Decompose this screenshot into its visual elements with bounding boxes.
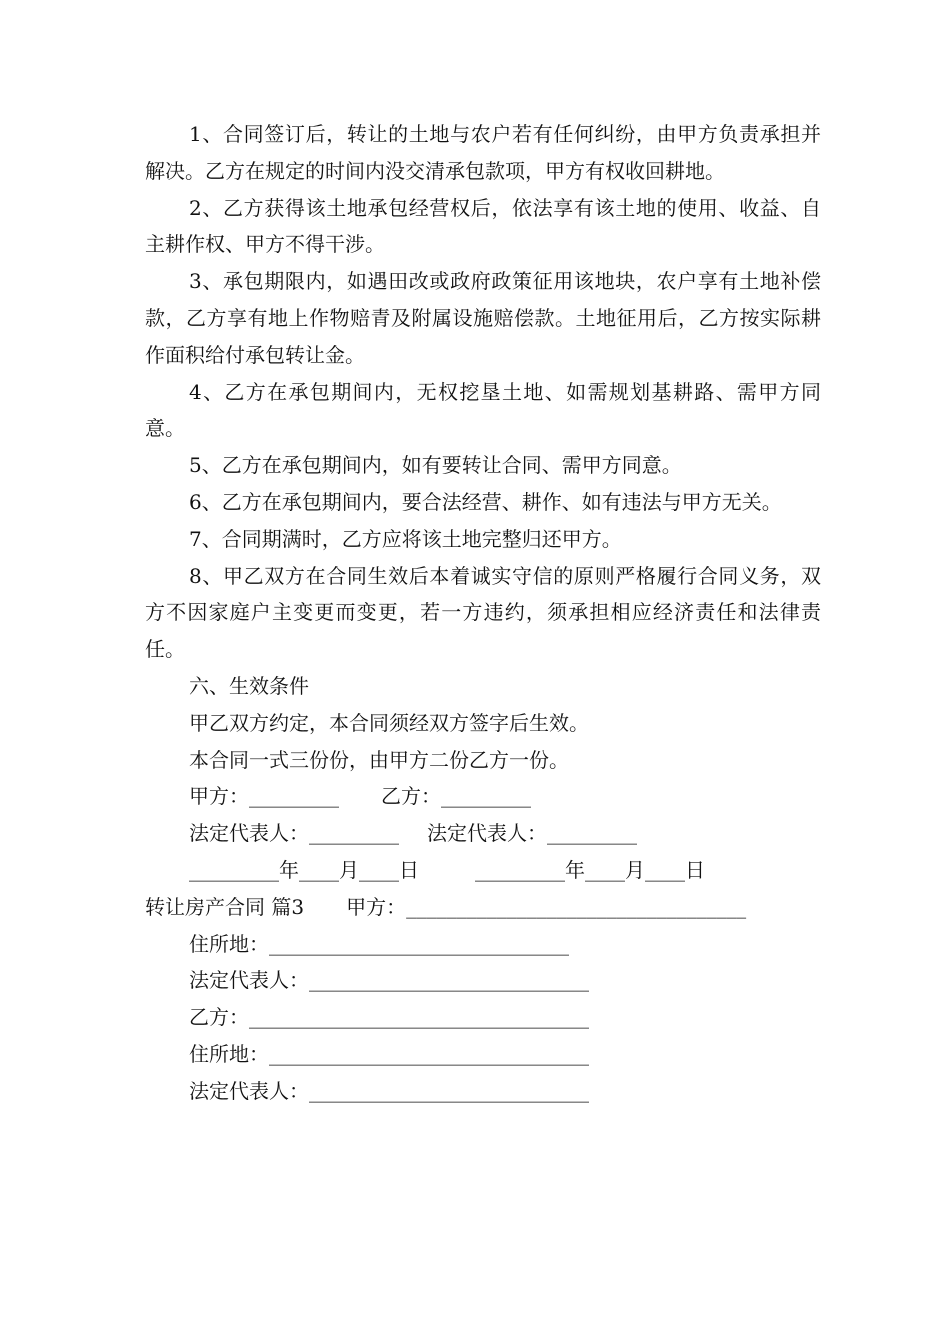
- party-b-field: 乙方：_________: [381, 784, 531, 809]
- contract3-address-b-field: 住所地：________________________________: [189, 1041, 589, 1066]
- contract3-address-a-field: 住所地：______________________________: [189, 931, 569, 956]
- contract3-title-row: [145, 889, 821, 926]
- representative-signature-row: [145, 815, 821, 852]
- date-row: [145, 852, 821, 889]
- contract3-rep-a-field: 法定代表人：____________________________: [189, 968, 589, 993]
- clause-2: 2、乙方获得该土地承包经营权后，依法享有该土地的使用、收益、自主耕作权、甲方不得干涉。: [145, 195, 821, 257]
- clause-5: 5、乙方在承包期间内，如有要转让合同、需甲方同意。: [189, 453, 682, 478]
- clause-4: 4、乙方在承包期间内，无权挖垦土地、如需规划基耕路、需甲方同意。: [145, 379, 821, 441]
- date-b-field: _________年____月____日: [475, 857, 705, 882]
- contract3-party-b-field: 乙方：__________________________________: [189, 1005, 589, 1030]
- clause-6: 6、乙方在承包期间内，要合法经营、耕作、如有违法与甲方无关。: [189, 489, 782, 514]
- document-body: [145, 116, 821, 1110]
- clause-1: 1、合同签订后，转让的土地与农户若有任何纠纷，由甲方负责承担并解决。乙方在规定的时间内没交清承包款项，甲方有权收回耕地。: [145, 122, 821, 183]
- effective-condition: 甲乙双方约定，本合同须经双方签字后生效。: [189, 710, 589, 735]
- contract3-rep-b-field: 法定代表人：____________________________: [189, 1078, 589, 1103]
- party-a-field: 甲方：_________: [189, 784, 339, 809]
- rep-a-field: 法定代表人：_________: [189, 821, 399, 846]
- contract3-party-a-field: 甲方：__________________________________: [346, 894, 747, 919]
- copies-clause: 本合同一式三份份，由甲方二份乙方一份。: [189, 747, 569, 772]
- date-a-field: _________年____月____日: [189, 857, 419, 882]
- section-heading: 六、生效条件: [189, 673, 309, 698]
- clause-8: 8、甲乙双方在合同生效后本着诚实守信的原则严格履行合同义务，双方不因家庭户主变更而变更，若一方违约，须承担相应经济责任和法律责任。: [145, 563, 821, 662]
- contract3-title: 转让房产合同 篇3: [145, 894, 305, 919]
- party-signature-row: [145, 778, 821, 815]
- rep-b-field: 法定代表人：_________: [427, 821, 637, 846]
- clause-7: 7、合同期满时，乙方应将该土地完整归还甲方。: [189, 526, 622, 551]
- clause-3: 3、承包期限内，如遇田改或政府政策征用该地块，农户享有土地补偿款，乙方享有地上作物赔青及附属设施赔偿款。土地征用后，乙方按实际耕作面积给付承包转让金。: [145, 269, 821, 367]
